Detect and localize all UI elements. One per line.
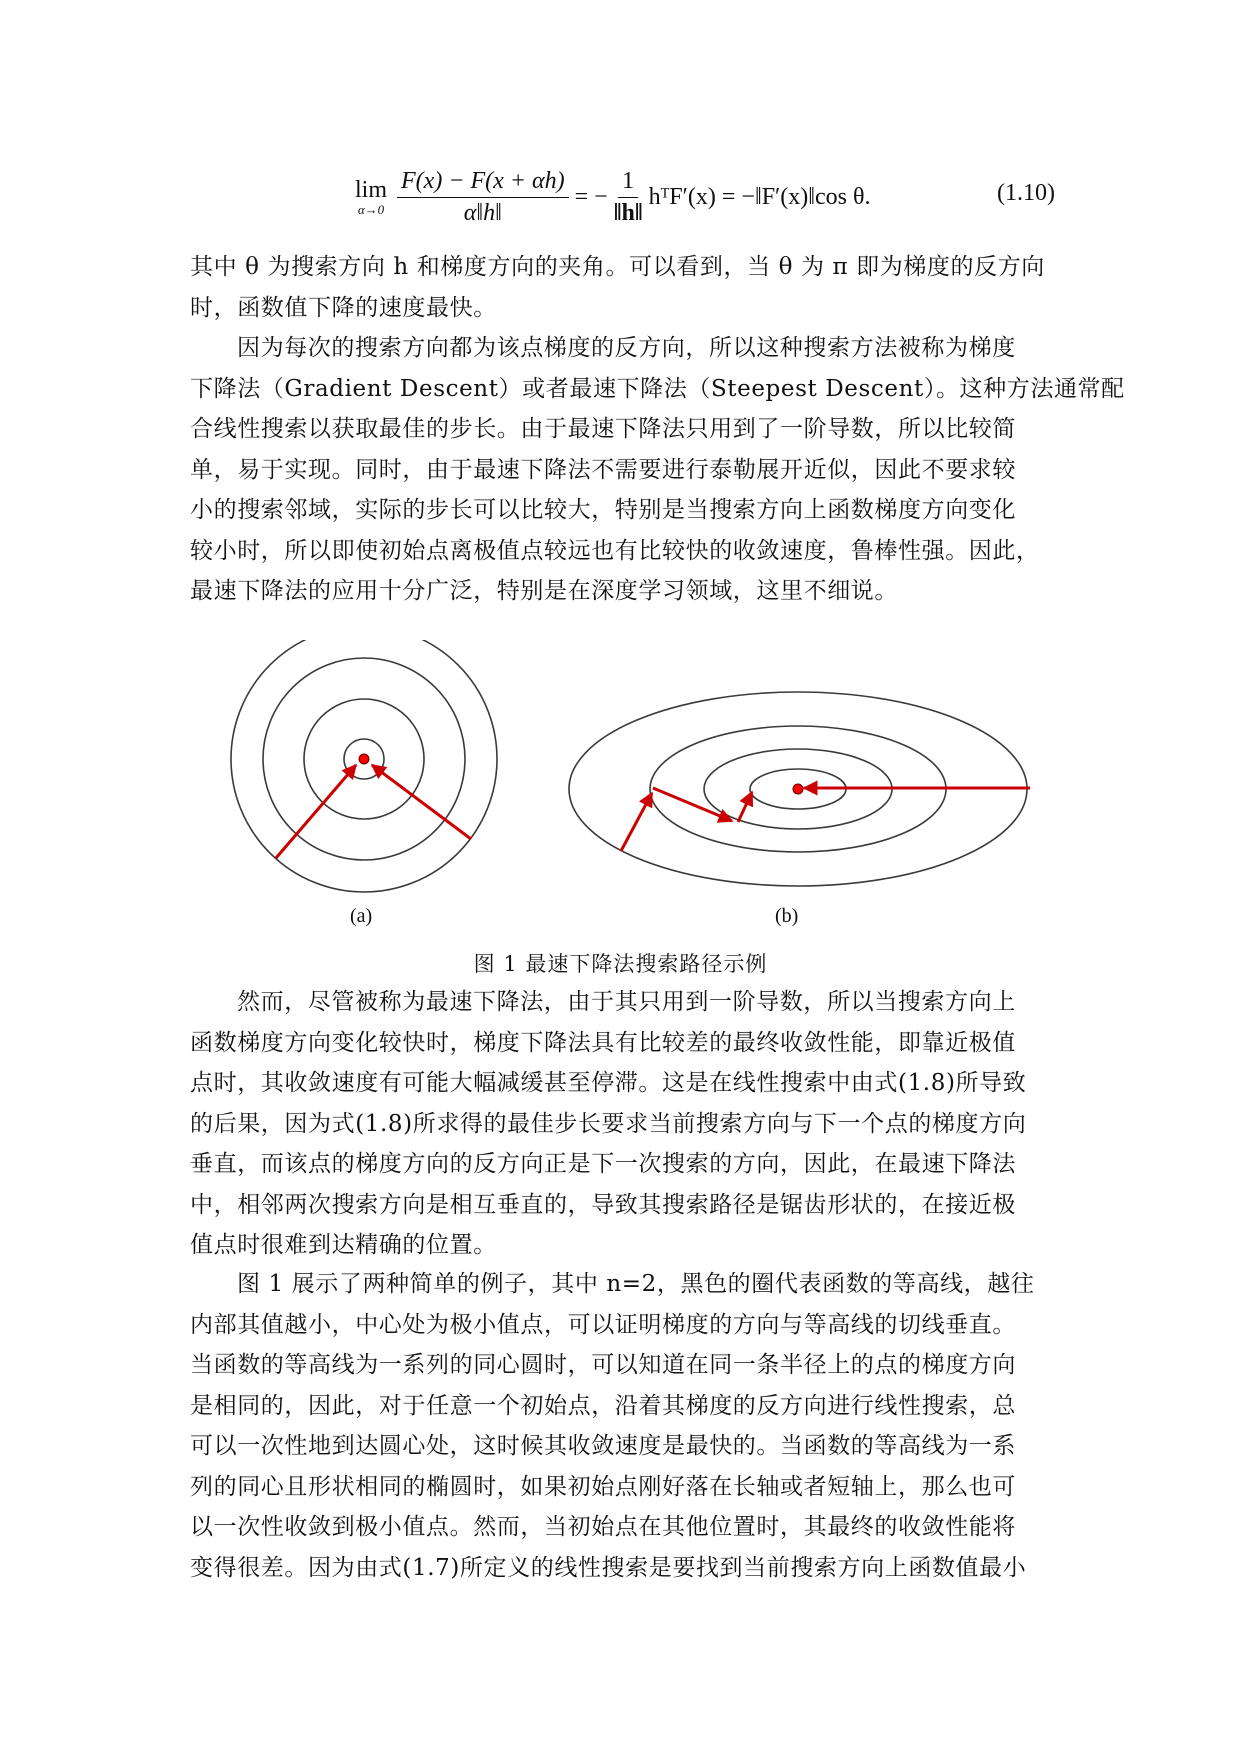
text-line: 值点时很难到达精确的位置。: [190, 1232, 497, 1258]
text-line: 合线性搜索以获取最佳的步长。由于最速下降法只用到了一阶导数，所以比较简: [190, 416, 1016, 442]
text-line: 时，函数值下降的速度最快。: [190, 294, 497, 321]
equation-number: (1.10): [997, 180, 1055, 206]
mid-numerator: 1: [618, 168, 638, 198]
text-line: 图 1 展示了两种简单的例子，其中 n=2，黑色的圈代表函数的等高线，越往: [237, 1271, 1035, 1297]
lim-subscript: α→0: [357, 202, 385, 217]
text-line: 列的同心且形状相同的椭圆时，如果初始点刚好落在长轴或者短轴上，那么也可: [190, 1473, 1016, 1500]
lhs-numerator: F(x) − F(x + αh): [397, 168, 569, 198]
gradient-descent-diagram: [220, 640, 1060, 910]
text-line: 垂直，而该点的梯度方向的反方向正是下一次搜索的方向，因此，在最速下降法: [190, 1151, 1016, 1177]
subfigure-label-b: (b): [775, 905, 799, 927]
text-line: 单，易于实现。同时，由于最速下降法不需要进行泰勒展开近似，因此不要求较: [190, 456, 1016, 483]
mid-denominator: ‖h‖: [613, 200, 643, 226]
text-line: 点时，其收敛速度有可能大幅减缓甚至停滞。这是在线性搜索中由式(1.8)所导致: [190, 1070, 1027, 1096]
text-line: 最速下降法的应用十分广泛，特别是在深度学习领域，这里不细说。: [190, 578, 898, 604]
figure-1: [220, 640, 1060, 910]
panel-a-concentric-circles: [231, 640, 497, 892]
paragraph-3: [190, 982, 1052, 1266]
paragraph-1: [190, 247, 1052, 328]
equation-body: [355, 160, 871, 235]
lhs-denominator: α‖h‖: [463, 200, 502, 226]
equation-1-10: [355, 160, 1055, 235]
subfigure-label-a: (a): [350, 905, 373, 927]
text-line: 函数梯度方向变化较快时，梯度下降法具有比较差的最终收敛性能，即靠近极值: [190, 1029, 1016, 1056]
equation-rhs: hᵀF′(x) = −‖F′(x)‖cos θ.: [648, 184, 871, 210]
text-line: 当函数的等高线为一系列的同心圆时，可以知道在同一条半径上的点的梯度方向: [190, 1352, 1016, 1378]
figure-caption: 图 1 最速下降法搜索路径示例: [473, 952, 768, 976]
text-line: 下降法（Gradient Descent）或者最速下降法（Steepest Descent）。这种方法通常配: [190, 375, 1125, 402]
limit-operator: [355, 177, 387, 218]
text-line: 可以一次性地到达圆心处，这时候其收敛速度是最快的。当函数的等高线为一系: [190, 1433, 1016, 1459]
text-line: 小的搜索邻域，实际的步长可以比较大，特别是当搜索方向上函数梯度方向变化: [190, 497, 1016, 523]
paragraph-2: [190, 328, 1125, 612]
text-line: 较小时，所以即使初始点离极值点较远也有比较快的收敛速度，鲁棒性强。因此，: [190, 537, 1040, 564]
text-line: 然而，尽管被称为最速下降法，由于其只用到一阶导数，所以当搜索方向上: [237, 989, 1016, 1015]
lim-symbol: lim: [355, 177, 388, 203]
text-line: 内部其值越小，中心处为极小值点，可以证明梯度的方向与等高线的切线垂直。: [190, 1311, 1016, 1338]
text-line: 因为每次的搜索方向都为该点梯度的反方向，所以这种搜索方法被称为梯度: [237, 335, 1016, 361]
panel-b-search-path: [621, 788, 1030, 851]
text-line: 的后果，因为式(1.8)所求得的最佳步长要求当前搜索方向与下一个点的梯度方向: [190, 1110, 1027, 1137]
equals-minus: = −: [574, 184, 608, 210]
text-line: 中，相邻两次搜索方向是相互垂直的，导致其搜索路径是锯齿形状的，在接近极: [190, 1191, 1016, 1218]
paragraph-4: [190, 1264, 1052, 1588]
panel-b-minimum-point: [793, 784, 803, 794]
text-line: 其中 θ 为搜索方向 h 和梯度方向的夹角。可以看到，当 θ 为 π 即为梯度的反方向: [190, 254, 1045, 280]
mid-fraction: [614, 168, 643, 227]
panel-a-search-paths: [276, 765, 471, 858]
text-line: 以一次性收敛到极小值点。然而，当初始点在其他位置时，其最终的收敛性能将: [190, 1514, 1016, 1540]
panel-a-minimum-point: [359, 754, 369, 764]
lhs-fraction: [397, 168, 569, 227]
text-line: 是相同的，因此，对于任意一个初始点，沿着其梯度的反方向进行线性搜索，总: [190, 1392, 1016, 1419]
text-line: 变得很差。因为由式(1.7)所定义的线性搜索是要找到当前搜索方向上函数值最小: [190, 1554, 1027, 1581]
